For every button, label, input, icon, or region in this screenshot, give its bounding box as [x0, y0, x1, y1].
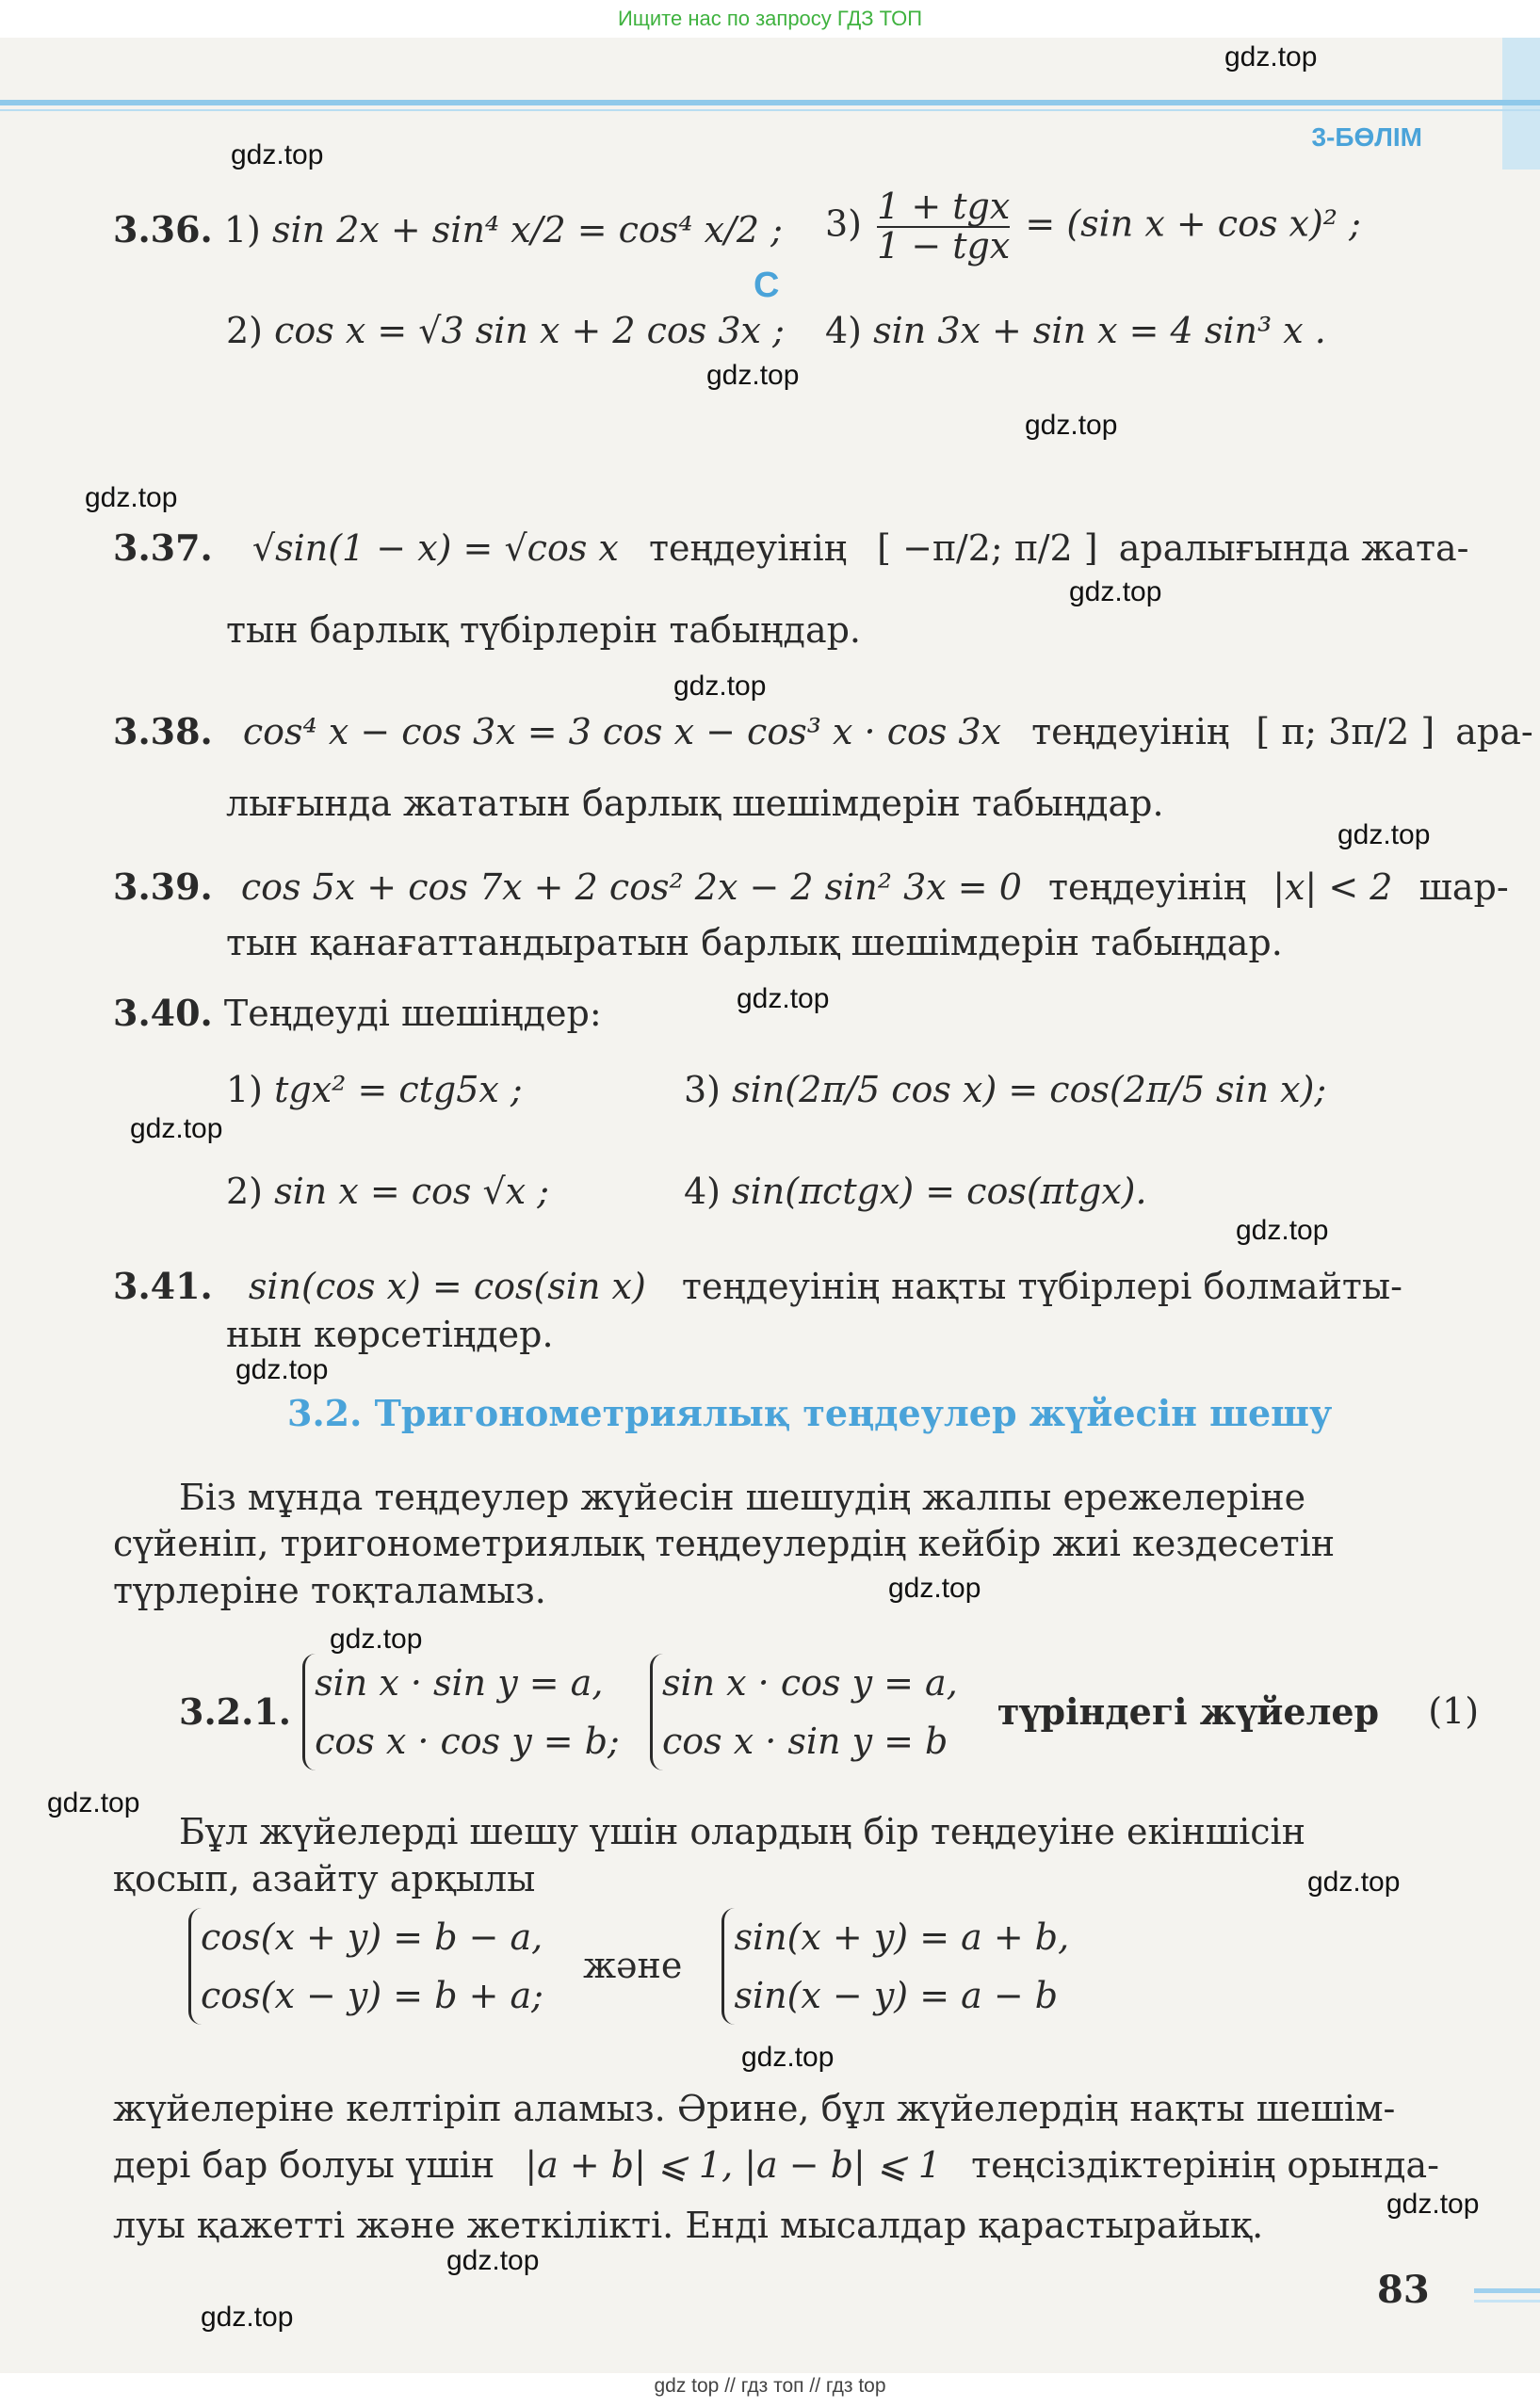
equation-number: (1)	[1428, 1690, 1480, 1733]
problem-3-40-item1	[226, 1070, 523, 1111]
equation: cos⁴ x − cos 3x = 3 cos x − cos³ x · cos 3x	[242, 711, 1002, 752]
watermark: gdz.top	[1224, 41, 1318, 73]
problem-number: 3.37.	[113, 526, 213, 569]
system-b	[721, 1908, 1069, 2025]
equation: sin(cos x) = cos(sin x)	[248, 1266, 646, 1307]
watermark: gdz.top	[1337, 819, 1431, 850]
watermark: gdz.top	[231, 139, 324, 170]
problem-3-41-line1	[113, 1266, 1402, 1308]
system-eq: sin(x + y) = a + b,	[734, 1916, 1070, 1958]
system-eq: sin x · sin y = a,	[315, 1662, 604, 1704]
fraction-denominator: 1 − tgx	[877, 224, 1011, 267]
watermark: gdz.top	[446, 2245, 540, 2276]
watermark: gdz.top	[1386, 2189, 1480, 2220]
equation: sin x = cos √x ;	[274, 1171, 550, 1212]
problem-3-40-title	[113, 993, 602, 1035]
system-eq: cos x · cos y = b;	[315, 1721, 620, 1762]
equation: = (sin x + cos x)² ;	[1025, 202, 1361, 245]
text: шар-	[1418, 866, 1509, 908]
equation: sin(2π/5 cos x) = cos(2π/5 sin x);	[732, 1069, 1327, 1110]
problem-number: 3.2.1.	[179, 1690, 292, 1734]
subsection-c: C	[754, 266, 780, 305]
interval: [ π; 3π/2 ]	[1256, 711, 1435, 752]
system-1	[302, 1654, 620, 1770]
item-label: 1)	[223, 209, 261, 250]
problem-number: 3.38.	[113, 710, 213, 752]
watermark: gdz.top	[330, 1624, 423, 1655]
watermark: gdz.top	[47, 1787, 140, 1818]
watermark: gdz.top	[1307, 1867, 1401, 1898]
watermark: gdz.top	[85, 482, 178, 513]
problem-3-36-item4	[825, 311, 1326, 352]
text: теңсіздіктерінің орында-	[971, 2144, 1440, 2186]
intro-line1: Біз мұнда теңдеулер жүйесін шешудің жалпы ережелеріне	[179, 1477, 1306, 1518]
problem-number: 3.40.	[113, 992, 213, 1034]
system-eq: cos x · sin y = b	[661, 1721, 948, 1762]
equation: sin(πctgx) = cos(πtgx).	[732, 1171, 1147, 1212]
equation: cos x = √3 sin x + 2 cos 3x ;	[274, 310, 785, 351]
text: түріндегі жүйелер	[997, 1690, 1380, 1734]
bottom-links[interactable]: gdz top // гдз топ // гдз top	[654, 2375, 886, 2397]
solve-line2: қосып, азайту арқылы	[113, 1858, 536, 1899]
watermark: gdz.top	[737, 983, 830, 1014]
equation: √sin(1 − x) = √cos x	[251, 527, 619, 569]
watermark: gdz.top	[1069, 576, 1162, 607]
condition: |x| < 2	[1273, 866, 1393, 908]
problem-3-36-row2	[226, 311, 785, 352]
section-label: 3-БӨЛІМ	[1311, 122, 1422, 152]
footer-rule	[1474, 2288, 1540, 2293]
item-label: 3)	[825, 202, 863, 245]
problem-3-37-line2: тын барлық түбірлерін табыңдар.	[226, 609, 861, 651]
text: теңдеуінің нақты түбірлері болмайты-	[681, 1266, 1402, 1307]
problem-3-37-line1	[113, 527, 1468, 570]
system-a	[188, 1908, 543, 2025]
text: ара-	[1455, 711, 1533, 752]
system-2	[650, 1654, 958, 1770]
problem-3-40-item2	[226, 1172, 549, 1213]
equation: sin 3x + sin x = 4 sin³ x .	[873, 310, 1326, 351]
page-number: 83	[1377, 2268, 1430, 2312]
solve-line1: Бұл жүйелерді шешу үшін олардың бір теңдеуіне екіншісін	[179, 1811, 1306, 1852]
section-heading: 3.2. Тригонометриялық теңдеулер жүйесін шешу	[287, 1392, 1333, 1434]
intro-line3: түрлеріне тоқталамыз.	[113, 1570, 546, 1611]
item-label: 4)	[684, 1171, 721, 1212]
system-eq: sin x · cos y = a,	[661, 1662, 958, 1704]
problem-3-38-line1	[113, 711, 1533, 753]
fraction-numerator: 1 + tgx	[877, 186, 1011, 227]
watermark: gdz.top	[673, 671, 767, 702]
footer-rule-thin	[1474, 2300, 1540, 2303]
watermark: gdz.top	[706, 360, 800, 391]
text: теңдеуінің	[1031, 711, 1230, 752]
system-eq: cos(x − y) = b + a;	[201, 1975, 543, 2016]
text: теңдеуінің	[1047, 866, 1247, 908]
text: аралығында жата-	[1118, 527, 1469, 569]
item-label: 3)	[684, 1069, 721, 1110]
watermark: gdz.top	[1025, 410, 1118, 441]
system-eq: sin(x − y) = a − b	[734, 1975, 1059, 2016]
closing-line1: жүйелеріне келтіріп аламыз. Әрине, бұл жүйелердің нақты шешім-	[113, 2088, 1396, 2129]
problem-3-39-line1	[113, 866, 1509, 909]
problem-3-39-line2: тын қанағаттандыратын барлық шешімдерін табыңдар.	[226, 922, 1283, 963]
closing-line2	[113, 2145, 1439, 2187]
problem-number: 3.39.	[113, 865, 213, 908]
equation: tgx² = ctg5x ;	[274, 1069, 523, 1110]
intro-line2: сүйеніп, тригонометриялық теңдеулердің кейбір жиі кездесетін	[113, 1523, 1336, 1564]
interval: [ −π/2; π/2 ]	[877, 527, 1098, 569]
item-3-2-1	[179, 1654, 1479, 1770]
item-label: 1)	[226, 1069, 264, 1110]
text: теңдеуінің	[648, 527, 848, 569]
problem-number: 3.41.	[113, 1265, 213, 1307]
text: Теңдеуді шешіңдер:	[223, 993, 602, 1034]
item-label: 2)	[226, 310, 264, 351]
equation: sin 2x + sin⁴ x/2 = cos⁴ x/2 ;	[271, 209, 783, 250]
item-label: 2)	[226, 1171, 264, 1212]
header-rule	[0, 100, 1540, 105]
watermark: gdz.top	[741, 2042, 835, 2073]
text: және	[583, 1945, 683, 1987]
watermark: gdz.top	[888, 1573, 981, 1604]
problem-3-40-item4	[684, 1172, 1147, 1213]
header-rule-thin	[0, 109, 1540, 111]
problem-3-40-item3	[684, 1070, 1326, 1111]
equation: cos 5x + cos 7x + 2 cos² 2x − 2 sin² 3x = 0	[240, 866, 1022, 908]
text: дері бар болуы үшін	[113, 2144, 495, 2186]
problem-3-36-row1	[113, 209, 783, 251]
derived-systems	[188, 1908, 1069, 2025]
watermark: gdz.top	[235, 1354, 329, 1385]
closing-line3: луы қажетті және жеткілікті. Енді мысалдар қарастырайық.	[113, 2205, 1264, 2246]
problem-3-38-line2: лығында жататын барлық шешімдерін табыңдар.	[226, 783, 1164, 824]
top-banner[interactable]: Ищите нас по запросу ГДЗ ТОП	[617, 7, 923, 30]
watermark: gdz.top	[1236, 1215, 1329, 1246]
watermark: gdz.top	[130, 1113, 223, 1144]
fraction	[877, 188, 1010, 266]
inequalities: |a + b| ⩽ 1, |a − b| ⩽ 1	[525, 2144, 942, 2186]
problem-3-36-item3	[825, 188, 1361, 266]
problem-number: 3.36.	[113, 208, 213, 250]
system-eq: cos(x + y) = b − a,	[201, 1916, 543, 1958]
problem-3-41-line2: нын көрсетіңдер.	[226, 1314, 554, 1355]
item-label: 4)	[825, 310, 863, 351]
watermark: gdz.top	[201, 2302, 294, 2333]
